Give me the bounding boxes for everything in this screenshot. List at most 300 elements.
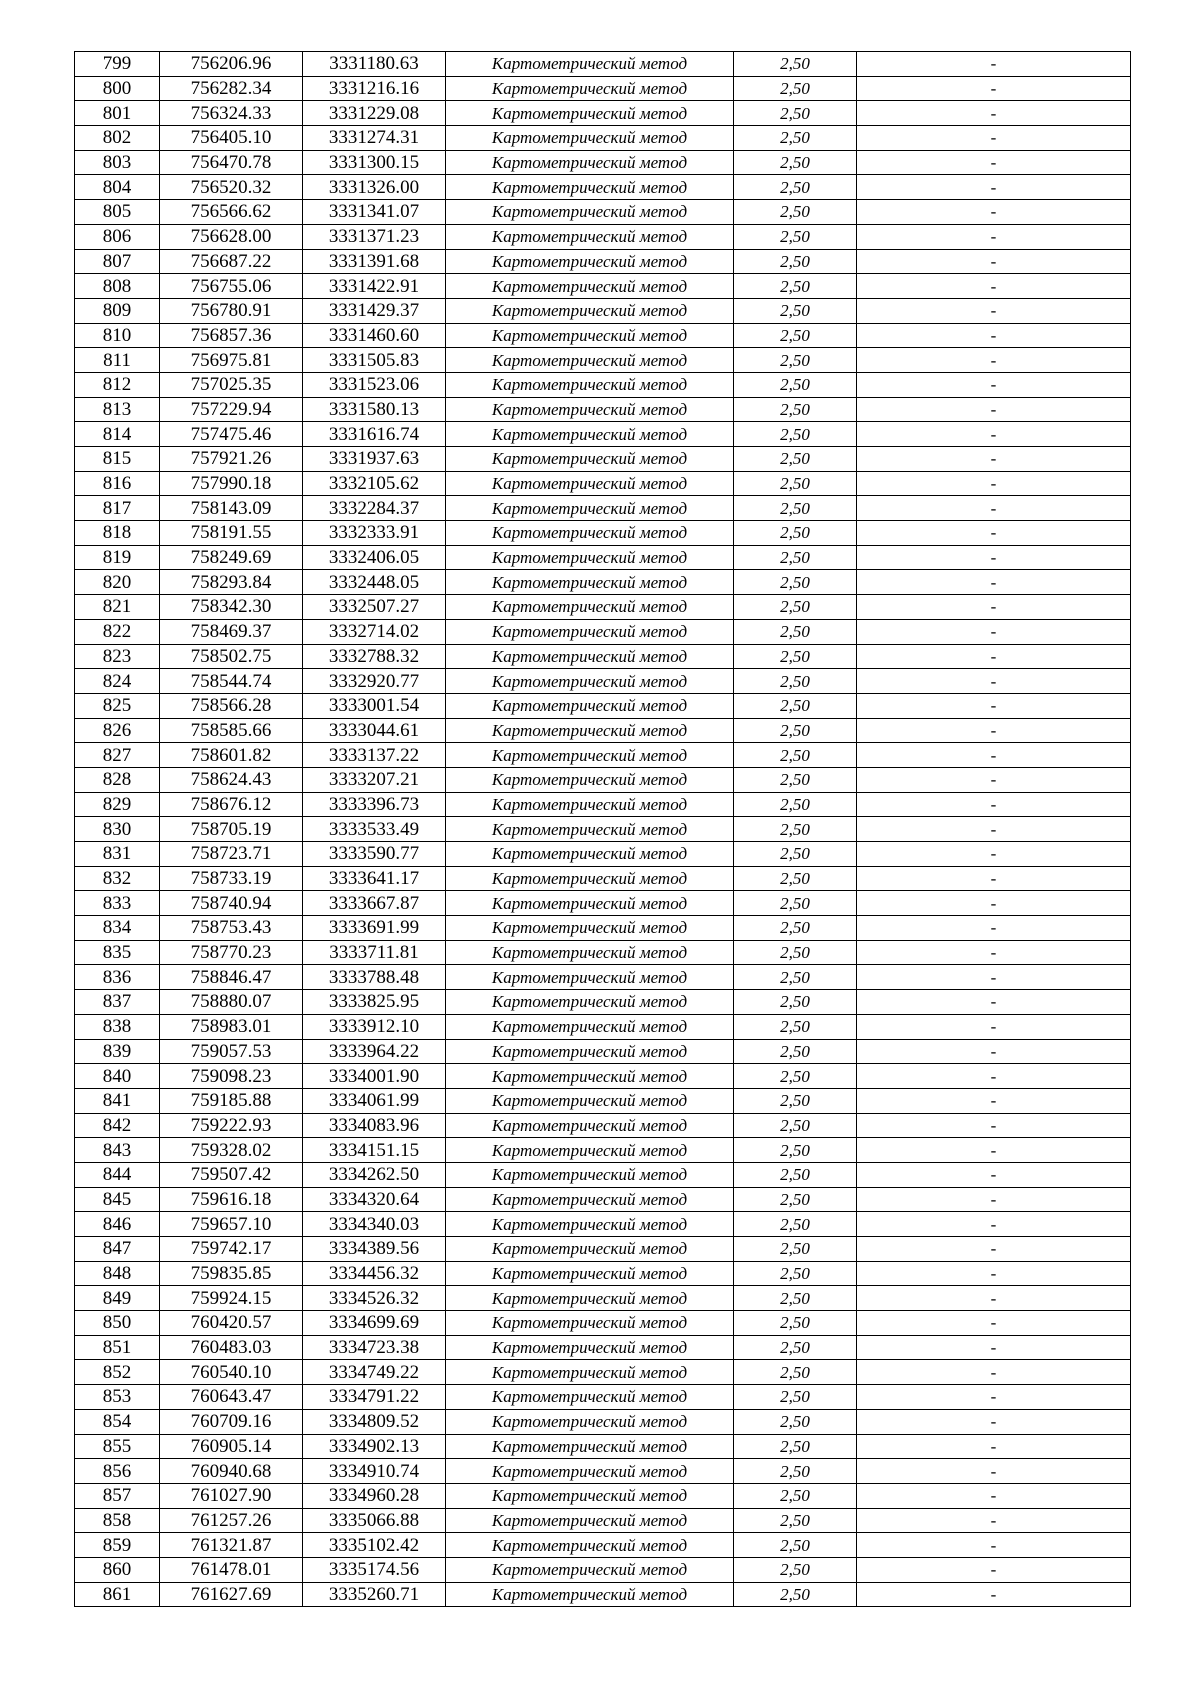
- accuracy-cell: 2,50: [734, 965, 857, 990]
- point-number-cell: 817: [75, 496, 160, 521]
- method-cell: Картометрический метод: [446, 1385, 734, 1410]
- table-row: [75, 1533, 1131, 1558]
- accuracy-cell: 2,50: [734, 372, 857, 397]
- description-cell: -: [857, 1187, 1131, 1212]
- method-cell: Картометрический метод: [446, 1286, 734, 1311]
- table-row: [75, 1360, 1131, 1385]
- table-row: [75, 842, 1131, 867]
- description-cell: -: [857, 940, 1131, 965]
- x-coordinate-cell: 756206.96: [160, 52, 303, 77]
- point-number-cell: 856: [75, 1459, 160, 1484]
- table-row: [75, 397, 1131, 422]
- x-coordinate-cell: 756755.06: [160, 274, 303, 299]
- point-number-cell: 842: [75, 1113, 160, 1138]
- method-cell: Картометрический метод: [446, 274, 734, 299]
- x-coordinate-cell: 759098.23: [160, 1064, 303, 1089]
- x-coordinate-cell: 756405.10: [160, 126, 303, 151]
- point-number-cell: 859: [75, 1533, 160, 1558]
- point-number-cell: 854: [75, 1409, 160, 1434]
- y-coordinate-cell: 3333001.54: [303, 693, 446, 718]
- point-number-cell: 815: [75, 447, 160, 472]
- y-coordinate-cell: 3331523.06: [303, 372, 446, 397]
- point-number-cell: 808: [75, 274, 160, 299]
- accuracy-cell: 2,50: [734, 274, 857, 299]
- y-coordinate-cell: 3334262.50: [303, 1162, 446, 1187]
- point-number-cell: 811: [75, 348, 160, 373]
- x-coordinate-cell: 756566.62: [160, 200, 303, 225]
- accuracy-cell: 2,50: [734, 619, 857, 644]
- accuracy-cell: 2,50: [734, 866, 857, 891]
- table-row: [75, 718, 1131, 743]
- description-cell: -: [857, 126, 1131, 151]
- accuracy-cell: 2,50: [734, 1434, 857, 1459]
- y-coordinate-cell: 3331341.07: [303, 200, 446, 225]
- accuracy-cell: 2,50: [734, 1039, 857, 1064]
- accuracy-cell: 2,50: [734, 1409, 857, 1434]
- x-coordinate-cell: 758342.30: [160, 595, 303, 620]
- y-coordinate-cell: 3335174.56: [303, 1557, 446, 1582]
- accuracy-cell: 2,50: [734, 1162, 857, 1187]
- accuracy-cell: 2,50: [734, 916, 857, 941]
- point-number-cell: 805: [75, 200, 160, 225]
- method-cell: Картометрический метод: [446, 1582, 734, 1607]
- point-number-cell: 857: [75, 1483, 160, 1508]
- point-number-cell: 829: [75, 792, 160, 817]
- y-coordinate-cell: 3334526.32: [303, 1286, 446, 1311]
- description-cell: -: [857, 1162, 1131, 1187]
- description-cell: -: [857, 916, 1131, 941]
- point-number-cell: 802: [75, 126, 160, 151]
- table-row: [75, 126, 1131, 151]
- point-number-cell: 843: [75, 1138, 160, 1163]
- y-coordinate-cell: 3331422.91: [303, 274, 446, 299]
- method-cell: Картометрический метод: [446, 1064, 734, 1089]
- description-cell: -: [857, 1434, 1131, 1459]
- accuracy-cell: 2,50: [734, 150, 857, 175]
- x-coordinate-cell: 756470.78: [160, 150, 303, 175]
- method-cell: Картометрический метод: [446, 1335, 734, 1360]
- method-cell: Картометрический метод: [446, 990, 734, 1015]
- table-row: [75, 1064, 1131, 1089]
- accuracy-cell: 2,50: [734, 323, 857, 348]
- description-cell: -: [857, 1286, 1131, 1311]
- table-row: [75, 1039, 1131, 1064]
- point-number-cell: 819: [75, 545, 160, 570]
- method-cell: Картометрический метод: [446, 718, 734, 743]
- method-cell: Картометрический метод: [446, 521, 734, 546]
- y-coordinate-cell: 3334320.64: [303, 1187, 446, 1212]
- y-coordinate-cell: 3331326.00: [303, 175, 446, 200]
- coordinates-table: [74, 51, 1131, 1607]
- y-coordinate-cell: 3331300.15: [303, 150, 446, 175]
- point-number-cell: 833: [75, 891, 160, 916]
- accuracy-cell: 2,50: [734, 1261, 857, 1286]
- table-row: [75, 619, 1131, 644]
- table-row: [75, 1409, 1131, 1434]
- x-coordinate-cell: 759616.18: [160, 1187, 303, 1212]
- table-row: [75, 101, 1131, 126]
- x-coordinate-cell: 761257.26: [160, 1508, 303, 1533]
- description-cell: -: [857, 1039, 1131, 1064]
- accuracy-cell: 2,50: [734, 200, 857, 225]
- description-cell: -: [857, 1311, 1131, 1336]
- accuracy-cell: 2,50: [734, 1064, 857, 1089]
- method-cell: Картометрический метод: [446, 397, 734, 422]
- y-coordinate-cell: 3335066.88: [303, 1508, 446, 1533]
- point-number-cell: 834: [75, 916, 160, 941]
- accuracy-cell: 2,50: [734, 669, 857, 694]
- y-coordinate-cell: 3331616.74: [303, 422, 446, 447]
- table-row: [75, 1286, 1131, 1311]
- method-cell: Картометрический метод: [446, 965, 734, 990]
- point-number-cell: 841: [75, 1088, 160, 1113]
- accuracy-cell: 2,50: [734, 496, 857, 521]
- method-cell: Картометрический метод: [446, 1039, 734, 1064]
- x-coordinate-cell: 758469.37: [160, 619, 303, 644]
- point-number-cell: 846: [75, 1212, 160, 1237]
- point-number-cell: 801: [75, 101, 160, 126]
- method-cell: Картометрический метод: [446, 298, 734, 323]
- y-coordinate-cell: 3331505.83: [303, 348, 446, 373]
- x-coordinate-cell: 756857.36: [160, 323, 303, 348]
- description-cell: -: [857, 76, 1131, 101]
- point-number-cell: 818: [75, 521, 160, 546]
- y-coordinate-cell: 3333711.81: [303, 940, 446, 965]
- table-row: [75, 1483, 1131, 1508]
- y-coordinate-cell: 3333207.21: [303, 767, 446, 792]
- table-row: [75, 792, 1131, 817]
- description-cell: -: [857, 817, 1131, 842]
- x-coordinate-cell: 756687.22: [160, 249, 303, 274]
- description-cell: -: [857, 422, 1131, 447]
- accuracy-cell: 2,50: [734, 1237, 857, 1262]
- method-cell: Картометрический метод: [446, 224, 734, 249]
- method-cell: Картометрический метод: [446, 175, 734, 200]
- table-row: [75, 1113, 1131, 1138]
- x-coordinate-cell: 760643.47: [160, 1385, 303, 1410]
- table-row: [75, 175, 1131, 200]
- point-number-cell: 800: [75, 76, 160, 101]
- y-coordinate-cell: 3334083.96: [303, 1113, 446, 1138]
- accuracy-cell: 2,50: [734, 397, 857, 422]
- method-cell: Картометрический метод: [446, 1483, 734, 1508]
- table-row: [75, 693, 1131, 718]
- method-cell: Картометрический метод: [446, 249, 734, 274]
- x-coordinate-cell: 761321.87: [160, 1533, 303, 1558]
- y-coordinate-cell: 3335260.71: [303, 1582, 446, 1607]
- method-cell: Картометрический метод: [446, 1434, 734, 1459]
- method-cell: Картометрический метод: [446, 348, 734, 373]
- y-coordinate-cell: 3334699.69: [303, 1311, 446, 1336]
- description-cell: -: [857, 150, 1131, 175]
- x-coordinate-cell: 760420.57: [160, 1311, 303, 1336]
- method-cell: Картометрический метод: [446, 1088, 734, 1113]
- y-coordinate-cell: 3332507.27: [303, 595, 446, 620]
- table-row: [75, 150, 1131, 175]
- point-number-cell: 824: [75, 669, 160, 694]
- method-cell: Картометрический метод: [446, 422, 734, 447]
- accuracy-cell: 2,50: [734, 298, 857, 323]
- method-cell: Картометрический метод: [446, 545, 734, 570]
- method-cell: Картометрический метод: [446, 496, 734, 521]
- y-coordinate-cell: 3332448.05: [303, 570, 446, 595]
- table-row: [75, 1582, 1131, 1607]
- x-coordinate-cell: 758624.43: [160, 767, 303, 792]
- method-cell: Картометрический метод: [446, 1162, 734, 1187]
- x-coordinate-cell: 758705.19: [160, 817, 303, 842]
- x-coordinate-cell: 758585.66: [160, 718, 303, 743]
- point-number-cell: 807: [75, 249, 160, 274]
- description-cell: -: [857, 249, 1131, 274]
- x-coordinate-cell: 757921.26: [160, 447, 303, 472]
- x-coordinate-cell: 758249.69: [160, 545, 303, 570]
- method-cell: Картометрический метод: [446, 1533, 734, 1558]
- method-cell: Картометрический метод: [446, 52, 734, 77]
- method-cell: Картометрический метод: [446, 1113, 734, 1138]
- description-cell: -: [857, 570, 1131, 595]
- point-number-cell: 809: [75, 298, 160, 323]
- y-coordinate-cell: 3333044.61: [303, 718, 446, 743]
- y-coordinate-cell: 3331229.08: [303, 101, 446, 126]
- y-coordinate-cell: 3332333.91: [303, 521, 446, 546]
- point-number-cell: 853: [75, 1385, 160, 1410]
- x-coordinate-cell: 759924.15: [160, 1286, 303, 1311]
- method-cell: Картометрический метод: [446, 126, 734, 151]
- description-cell: -: [857, 1113, 1131, 1138]
- table-row: [75, 422, 1131, 447]
- y-coordinate-cell: 3334910.74: [303, 1459, 446, 1484]
- accuracy-cell: 2,50: [734, 644, 857, 669]
- description-cell: -: [857, 471, 1131, 496]
- method-cell: Картометрический метод: [446, 619, 734, 644]
- method-cell: Картометрический метод: [446, 916, 734, 941]
- description-cell: -: [857, 496, 1131, 521]
- y-coordinate-cell: 3334340.03: [303, 1212, 446, 1237]
- accuracy-cell: 2,50: [734, 1582, 857, 1607]
- description-cell: -: [857, 669, 1131, 694]
- x-coordinate-cell: 756520.32: [160, 175, 303, 200]
- description-cell: -: [857, 397, 1131, 422]
- point-number-cell: 855: [75, 1434, 160, 1459]
- x-coordinate-cell: 758676.12: [160, 792, 303, 817]
- accuracy-cell: 2,50: [734, 1014, 857, 1039]
- accuracy-cell: 2,50: [734, 1311, 857, 1336]
- table-row: [75, 1138, 1131, 1163]
- point-number-cell: 839: [75, 1039, 160, 1064]
- x-coordinate-cell: 760940.68: [160, 1459, 303, 1484]
- description-cell: -: [857, 718, 1131, 743]
- x-coordinate-cell: 756975.81: [160, 348, 303, 373]
- point-number-cell: 851: [75, 1335, 160, 1360]
- description-cell: -: [857, 447, 1131, 472]
- x-coordinate-cell: 757990.18: [160, 471, 303, 496]
- accuracy-cell: 2,50: [734, 693, 857, 718]
- table-row: [75, 274, 1131, 299]
- description-cell: -: [857, 767, 1131, 792]
- method-cell: Картометрический метод: [446, 940, 734, 965]
- accuracy-cell: 2,50: [734, 249, 857, 274]
- y-coordinate-cell: 3334723.38: [303, 1335, 446, 1360]
- y-coordinate-cell: 3332406.05: [303, 545, 446, 570]
- accuracy-cell: 2,50: [734, 126, 857, 151]
- point-number-cell: 820: [75, 570, 160, 595]
- y-coordinate-cell: 3333533.49: [303, 817, 446, 842]
- description-cell: -: [857, 348, 1131, 373]
- accuracy-cell: 2,50: [734, 817, 857, 842]
- method-cell: Картометрический метод: [446, 1138, 734, 1163]
- x-coordinate-cell: 761478.01: [160, 1557, 303, 1582]
- point-number-cell: 848: [75, 1261, 160, 1286]
- point-number-cell: 849: [75, 1286, 160, 1311]
- x-coordinate-cell: 758601.82: [160, 743, 303, 768]
- description-cell: -: [857, 619, 1131, 644]
- method-cell: Картометрический метод: [446, 595, 734, 620]
- table-row: [75, 52, 1131, 77]
- description-cell: -: [857, 866, 1131, 891]
- accuracy-cell: 2,50: [734, 101, 857, 126]
- table-row: [75, 570, 1131, 595]
- description-cell: -: [857, 372, 1131, 397]
- point-number-cell: 823: [75, 644, 160, 669]
- accuracy-cell: 2,50: [734, 1508, 857, 1533]
- method-cell: Картометрический метод: [446, 323, 734, 348]
- point-number-cell: 812: [75, 372, 160, 397]
- description-cell: -: [857, 1335, 1131, 1360]
- accuracy-cell: 2,50: [734, 52, 857, 77]
- point-number-cell: 832: [75, 866, 160, 891]
- x-coordinate-cell: 758502.75: [160, 644, 303, 669]
- x-coordinate-cell: 758143.09: [160, 496, 303, 521]
- y-coordinate-cell: 3331429.37: [303, 298, 446, 323]
- x-coordinate-cell: 758740.94: [160, 891, 303, 916]
- accuracy-cell: 2,50: [734, 792, 857, 817]
- accuracy-cell: 2,50: [734, 447, 857, 472]
- table-row: [75, 1557, 1131, 1582]
- table-row: [75, 1237, 1131, 1262]
- point-number-cell: 813: [75, 397, 160, 422]
- method-cell: Картометрический метод: [446, 1409, 734, 1434]
- description-cell: -: [857, 595, 1131, 620]
- description-cell: -: [857, 521, 1131, 546]
- description-cell: -: [857, 743, 1131, 768]
- x-coordinate-cell: 760483.03: [160, 1335, 303, 1360]
- y-coordinate-cell: 3331371.23: [303, 224, 446, 249]
- table-row: [75, 1162, 1131, 1187]
- y-coordinate-cell: 3332788.32: [303, 644, 446, 669]
- y-coordinate-cell: 3334749.22: [303, 1360, 446, 1385]
- x-coordinate-cell: 756282.34: [160, 76, 303, 101]
- method-cell: Картометрический метод: [446, 1261, 734, 1286]
- accuracy-cell: 2,50: [734, 718, 857, 743]
- table-row: [75, 965, 1131, 990]
- y-coordinate-cell: 3335102.42: [303, 1533, 446, 1558]
- point-number-cell: 840: [75, 1064, 160, 1089]
- x-coordinate-cell: 756324.33: [160, 101, 303, 126]
- table-row: [75, 1385, 1131, 1410]
- table-row: [75, 767, 1131, 792]
- table-row: [75, 891, 1131, 916]
- x-coordinate-cell: 758723.71: [160, 842, 303, 867]
- x-coordinate-cell: 761627.69: [160, 1582, 303, 1607]
- description-cell: -: [857, 1409, 1131, 1434]
- table-row: [75, 916, 1131, 941]
- y-coordinate-cell: 3333788.48: [303, 965, 446, 990]
- y-coordinate-cell: 3332714.02: [303, 619, 446, 644]
- accuracy-cell: 2,50: [734, 940, 857, 965]
- x-coordinate-cell: 759222.93: [160, 1113, 303, 1138]
- y-coordinate-cell: 3331937.63: [303, 447, 446, 472]
- description-cell: -: [857, 842, 1131, 867]
- point-number-cell: 803: [75, 150, 160, 175]
- table-row: [75, 1508, 1131, 1533]
- method-cell: Картометрический метод: [446, 1311, 734, 1336]
- accuracy-cell: 2,50: [734, 422, 857, 447]
- point-number-cell: 822: [75, 619, 160, 644]
- method-cell: Картометрический метод: [446, 471, 734, 496]
- point-number-cell: 799: [75, 52, 160, 77]
- table-row: [75, 1088, 1131, 1113]
- y-coordinate-cell: 3331216.16: [303, 76, 446, 101]
- accuracy-cell: 2,50: [734, 175, 857, 200]
- y-coordinate-cell: 3334389.56: [303, 1237, 446, 1262]
- point-number-cell: 830: [75, 817, 160, 842]
- accuracy-cell: 2,50: [734, 348, 857, 373]
- table-row: [75, 940, 1131, 965]
- accuracy-cell: 2,50: [734, 842, 857, 867]
- y-coordinate-cell: 3331460.60: [303, 323, 446, 348]
- description-cell: -: [857, 1533, 1131, 1558]
- y-coordinate-cell: 3333137.22: [303, 743, 446, 768]
- point-number-cell: 825: [75, 693, 160, 718]
- x-coordinate-cell: 759657.10: [160, 1212, 303, 1237]
- point-number-cell: 831: [75, 842, 160, 867]
- description-cell: -: [857, 1483, 1131, 1508]
- description-cell: -: [857, 1237, 1131, 1262]
- accuracy-cell: 2,50: [734, 1335, 857, 1360]
- method-cell: Картометрический метод: [446, 1459, 734, 1484]
- description-cell: -: [857, 792, 1131, 817]
- description-cell: -: [857, 101, 1131, 126]
- accuracy-cell: 2,50: [734, 1212, 857, 1237]
- point-number-cell: 836: [75, 965, 160, 990]
- y-coordinate-cell: 3331274.31: [303, 126, 446, 151]
- y-coordinate-cell: 3334456.32: [303, 1261, 446, 1286]
- point-number-cell: 861: [75, 1582, 160, 1607]
- y-coordinate-cell: 3333641.17: [303, 866, 446, 891]
- point-number-cell: 838: [75, 1014, 160, 1039]
- table-row: [75, 323, 1131, 348]
- method-cell: Картометрический метод: [446, 817, 734, 842]
- method-cell: Картометрический метод: [446, 76, 734, 101]
- table-row: [75, 866, 1131, 891]
- table-row: [75, 348, 1131, 373]
- accuracy-cell: 2,50: [734, 1138, 857, 1163]
- method-cell: Картометрический метод: [446, 767, 734, 792]
- description-cell: -: [857, 693, 1131, 718]
- method-cell: Картометрический метод: [446, 570, 734, 595]
- x-coordinate-cell: 758983.01: [160, 1014, 303, 1039]
- method-cell: Картометрический метод: [446, 891, 734, 916]
- description-cell: -: [857, 1385, 1131, 1410]
- accuracy-cell: 2,50: [734, 1187, 857, 1212]
- table-row: [75, 521, 1131, 546]
- y-coordinate-cell: 3333825.95: [303, 990, 446, 1015]
- table-row: [75, 496, 1131, 521]
- accuracy-cell: 2,50: [734, 1533, 857, 1558]
- accuracy-cell: 2,50: [734, 1557, 857, 1582]
- x-coordinate-cell: 760905.14: [160, 1434, 303, 1459]
- accuracy-cell: 2,50: [734, 570, 857, 595]
